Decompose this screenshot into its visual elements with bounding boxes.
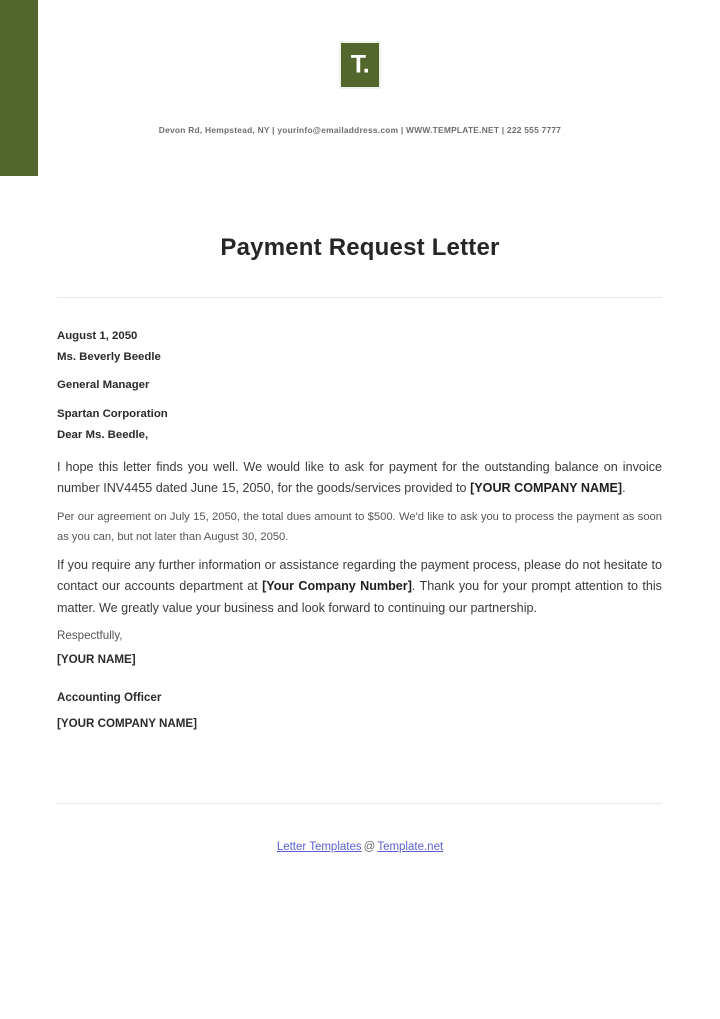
template-net-logo-icon bbox=[339, 41, 381, 89]
contact-info-line: Devon Rd, Hempstead, NY | yourinfo@emailaddress.com | WWW.TEMPLATE.NET | 222 555 7777 bbox=[158, 125, 562, 135]
paragraph-3-number-placeholder: [Your Company Number] bbox=[262, 579, 412, 594]
salutation: Dear Ms. Beedle, bbox=[57, 428, 149, 441]
paragraph-1-company-placeholder: [YOUR COMPANY NAME] bbox=[470, 481, 623, 496]
paragraph-3-text-after: . Thank you for your prompt attention to this matter. We greatly value your business and look forward to continuing our partnership. bbox=[57, 579, 662, 616]
divider-top bbox=[57, 297, 662, 298]
recipient-company: Spartan Corporation bbox=[57, 408, 168, 421]
signature-role: Accounting Officer bbox=[57, 690, 162, 704]
page-title: Payment Request Letter bbox=[220, 234, 500, 261]
footer bbox=[0, 841, 720, 853]
paragraph-1-text-after: . bbox=[622, 481, 626, 496]
divider-bottom bbox=[57, 803, 662, 804]
footer-separator: @ bbox=[363, 841, 376, 853]
body-paragraph-3 bbox=[57, 555, 662, 620]
logo-glyph-text: T. bbox=[350, 50, 370, 79]
paragraph-3-text-before: If you require any further information or assistance regarding the payment process, please do not hesitate to contact our accounts department at bbox=[57, 557, 662, 594]
footer-link-letter-templates[interactable]: Letter Templates bbox=[276, 841, 362, 853]
letter-date: August 1, 2050 bbox=[57, 330, 138, 342]
footer-link-template-net[interactable]: Template.net bbox=[377, 841, 444, 853]
paragraph-1-text-before: I hope this letter finds you well. We would like to ask for payment for the outstanding balance on invoice number INV4455 dated June 15, 2050, for the goods/services provided to bbox=[57, 459, 662, 496]
recipient-name: Ms. Beverly Beedle bbox=[57, 350, 161, 363]
letter-body bbox=[57, 329, 662, 732]
closing-salutation: Respectfully, bbox=[57, 628, 123, 642]
body-paragraph-1 bbox=[57, 457, 662, 500]
letterhead bbox=[0, 0, 720, 135]
body-paragraph-2: Per our agreement on July 15, 2050, the total dues amount to $500. We'd like to ask you to process the payment as soon as you can, but not later than August 30, 2050. bbox=[57, 510, 662, 544]
recipient-title: General Manager bbox=[57, 379, 150, 392]
signature-company: [YOUR COMPANY NAME] bbox=[57, 717, 197, 731]
signature-name: [YOUR NAME] bbox=[57, 653, 136, 667]
